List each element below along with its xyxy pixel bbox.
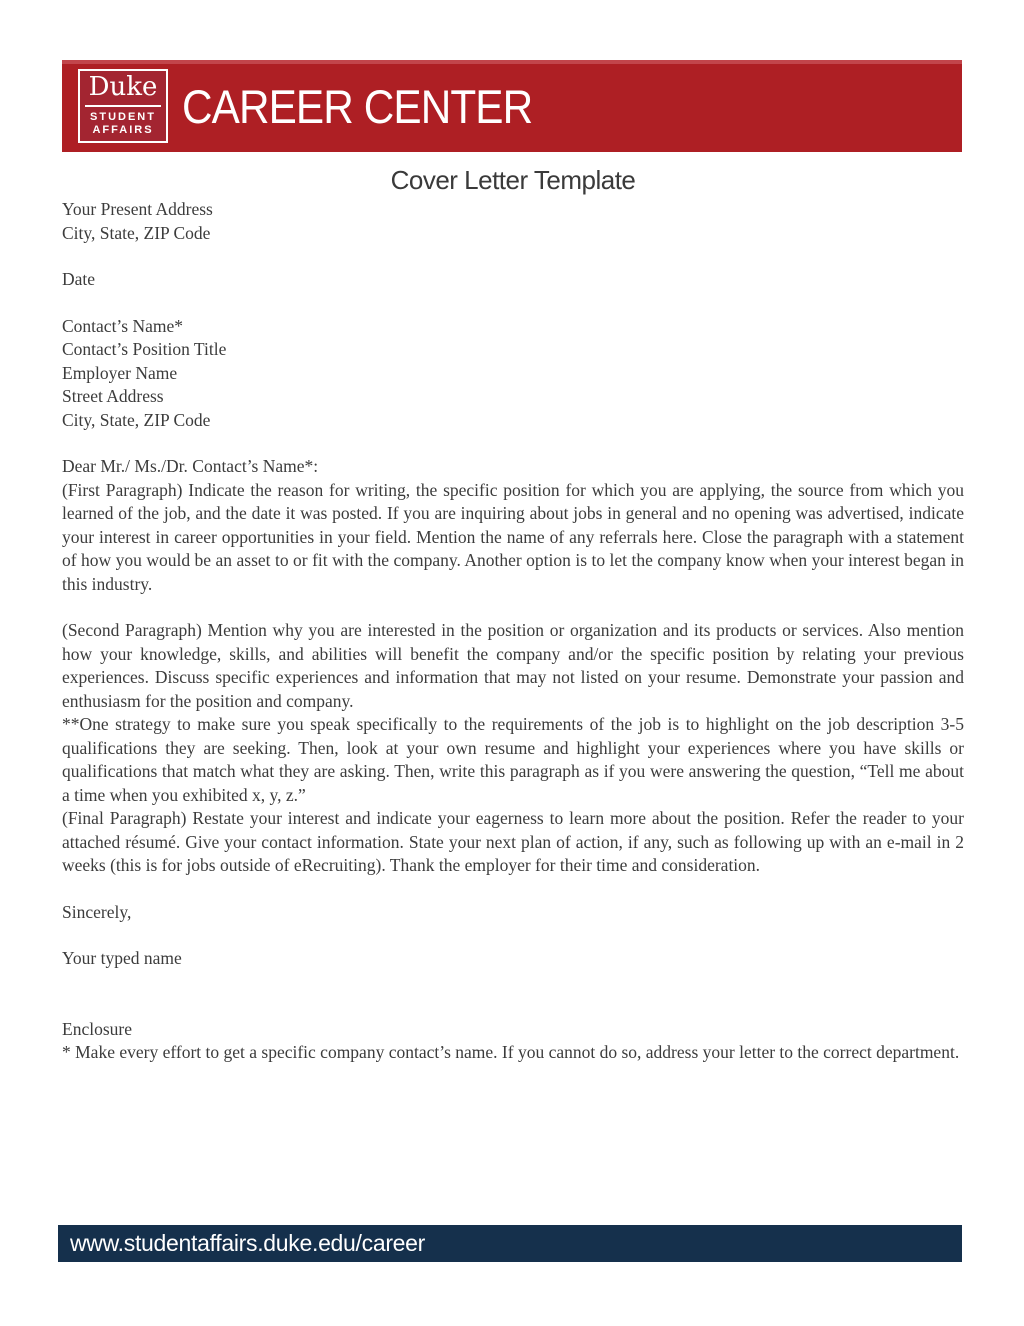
- logo-sub-affairs: AFFAIRS: [92, 124, 154, 136]
- second-paragraph: (Second Paragraph) Mention why you are interested in the position or organization and its products or services. Also mention how your knowledge, skills, and abilities will benefit the company and/or the specific position by relating your previous experiences. Discuss specific experiences and information that may not listed on your resume. Demonstrate your passion and enthusiasm for the position and company.: [62, 620, 964, 711]
- footer-url: www.studentaffairs.duke.edu/career: [70, 1230, 426, 1256]
- logo-sub-student: STUDENT: [90, 111, 156, 123]
- signature-line: Your typed name: [62, 948, 182, 968]
- enclosure-line: Enclosure: [62, 1018, 132, 1039]
- recipient-line: Contact’s Position Title: [62, 339, 227, 359]
- letter-body: [62, 158, 964, 1065]
- footer-bar: [58, 1225, 962, 1262]
- recipient-line: Employer Name: [62, 362, 178, 383]
- recipient-line: Street Address: [62, 386, 164, 406]
- salutation-line: Dear Mr./ Ms./Dr. Contact’s Name*:: [62, 456, 319, 476]
- sender-address-block: [62, 198, 964, 245]
- second-paragraph-group: [62, 619, 964, 807]
- first-paragraph: (First Paragraph) Indicate the reason for writing, the specific position for which you are applying, the source from which you learned of the job, and the date it was posted. If you are inquiring about jobs in general and no opening was advertised, indicate your interest in career opportunities in your field. Mention the name of any referrals here. Close the paragraph with a statement of how you would be an asset to or fit with the company. Another option is to let the company know when your interest began in this industry.: [62, 479, 964, 594]
- header-banner: [62, 60, 962, 152]
- final-paragraph: (Final Paragraph) Restate your interest and indicate your eagerness to learn more about the position. Refer the reader to your attached résumé. Give your contact information. State your next plan of action, if any, such as following up with an e-mail in 2 weeks (this is for jobs outside of eRecruiting). Thank the employer for their time and consideration.: [62, 808, 964, 875]
- recipient-line: Contact’s Name*: [62, 315, 184, 336]
- second-paragraph-strategy-note: **One strategy to make sure you speak specifically to the requirements of the job is to highlight on the job description 3-5 qualifications they are seeking. Then, look at your own resume and highlight your experiences where you have skills or qualifications that match what they are asking. Then, write this paragraph as if you were answering the question, “Tell me about a time when you exhibited x, y, z.”: [62, 714, 964, 805]
- page-title: Cover Letter Template: [390, 165, 636, 195]
- career-center-banner-title: CAREER CENTER: [182, 79, 533, 133]
- recipient-line: City, State, ZIP Code: [62, 409, 211, 430]
- footnote: * Make every effort to get a specific company contact’s name. If you cannot do so, address your letter to the correct department.: [62, 1042, 960, 1062]
- sender-address-line: Your Present Address: [62, 199, 213, 219]
- date-line: Date: [62, 269, 96, 289]
- duke-wordmark: Duke: [85, 71, 161, 107]
- duke-student-affairs-logo: [78, 69, 168, 143]
- closing-line: Sincerely,: [62, 901, 132, 922]
- recipient-address-block: [62, 315, 964, 433]
- sender-address-line: City, State, ZIP Code: [62, 222, 211, 243]
